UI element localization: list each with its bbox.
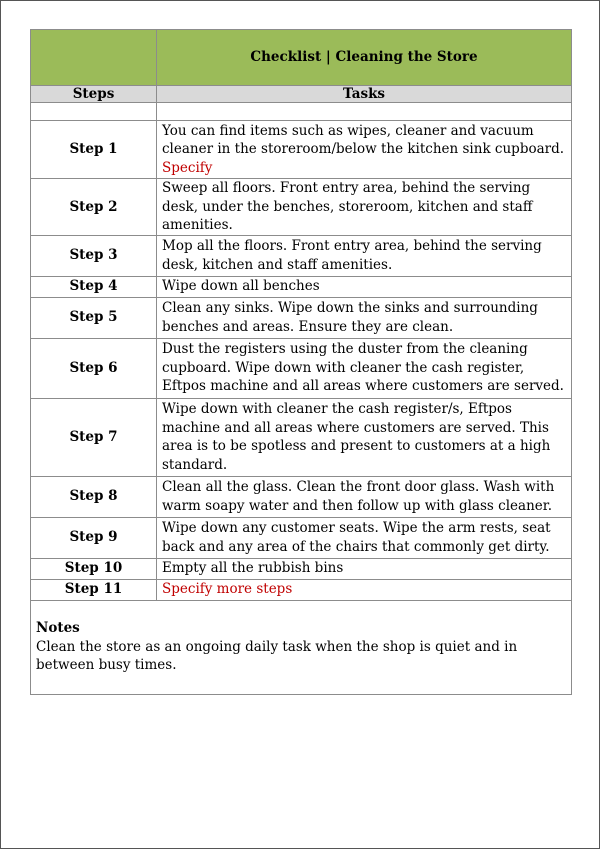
step-label: Step 3: [31, 235, 157, 276]
step-label: Step 10: [31, 558, 157, 579]
specify-placeholder: Specify: [162, 159, 213, 176]
task-text: Sweep all floors. Front entry area, behind the serving desk, under the benches, storeroom, kitchen and staff amenities.: [157, 179, 572, 236]
table-row: [31, 476, 572, 517]
table-row: [31, 338, 572, 398]
specify-more-steps-placeholder: Specify more steps: [157, 579, 572, 600]
blank-row: [31, 103, 572, 121]
step-label: Step 8: [31, 476, 157, 517]
tasks-column-header: Tasks: [157, 86, 572, 103]
table-row: [31, 235, 572, 276]
table-row: [31, 398, 572, 476]
table-row: [31, 517, 572, 558]
blank-cell: [31, 103, 157, 121]
task-text: Mop all the floors. Front entry area, behind the serving desk, kitchen and staff amenities.: [157, 235, 572, 276]
steps-column-header: Steps: [31, 86, 157, 103]
step-label: Step 7: [31, 398, 157, 476]
table-row: [31, 121, 572, 179]
task-text: You can find items such as wipes, cleaner and vacuum cleaner in the storeroom/below the kitchen sink cupboard.: [162, 122, 565, 158]
task-text: Clean all the glass. Clean the front door glass. Wash with warm soapy water and then follow up with glass cleaner.: [157, 476, 572, 517]
blank-cell: [157, 103, 572, 121]
step-label: Step 1: [31, 121, 157, 179]
step-label: Step 9: [31, 517, 157, 558]
task-cell: [157, 121, 572, 179]
task-text: Empty all the rubbish bins: [157, 558, 572, 579]
step-label: Step 5: [31, 297, 157, 338]
table-row: [31, 179, 572, 236]
table-row: [31, 579, 572, 600]
title-row: [31, 30, 572, 86]
table-row: [31, 276, 572, 297]
title-blank-cell: [31, 30, 157, 86]
notes-row: [31, 600, 572, 694]
step-label: Step 6: [31, 338, 157, 398]
notes-title: Notes: [36, 620, 80, 637]
step-label: Step 11: [31, 579, 157, 600]
header-row: [31, 86, 572, 103]
task-text: Wipe down with cleaner the cash register/s, Eftpos machine and all areas where customers are served. This area is to be spotless and present to customers at a high standard.: [157, 398, 572, 476]
task-text: Wipe down any customer seats. Wipe the arm rests, seat back and any area of the chairs that commonly get dirty.: [157, 517, 572, 558]
notes-section: [31, 600, 572, 694]
table-row: [31, 558, 572, 579]
step-label: Step 2: [31, 179, 157, 236]
step-label: Step 4: [31, 276, 157, 297]
page-title: Checklist | Cleaning the Store: [157, 30, 572, 86]
task-text: Dust the registers using the duster from the cleaning cupboard. Wipe down with cleaner the cash register, Eftpos machine and all areas where customers are served.: [157, 338, 572, 398]
task-text: Wipe down all benches: [157, 276, 572, 297]
checklist-table: [30, 29, 572, 695]
table-row: [31, 297, 572, 338]
task-text: Clean any sinks. Wipe down the sinks and surrounding benches and areas. Ensure they are clean.: [157, 297, 572, 338]
notes-text: Clean the store as an ongoing daily task when the shop is quiet and in between busy times.: [36, 638, 518, 674]
